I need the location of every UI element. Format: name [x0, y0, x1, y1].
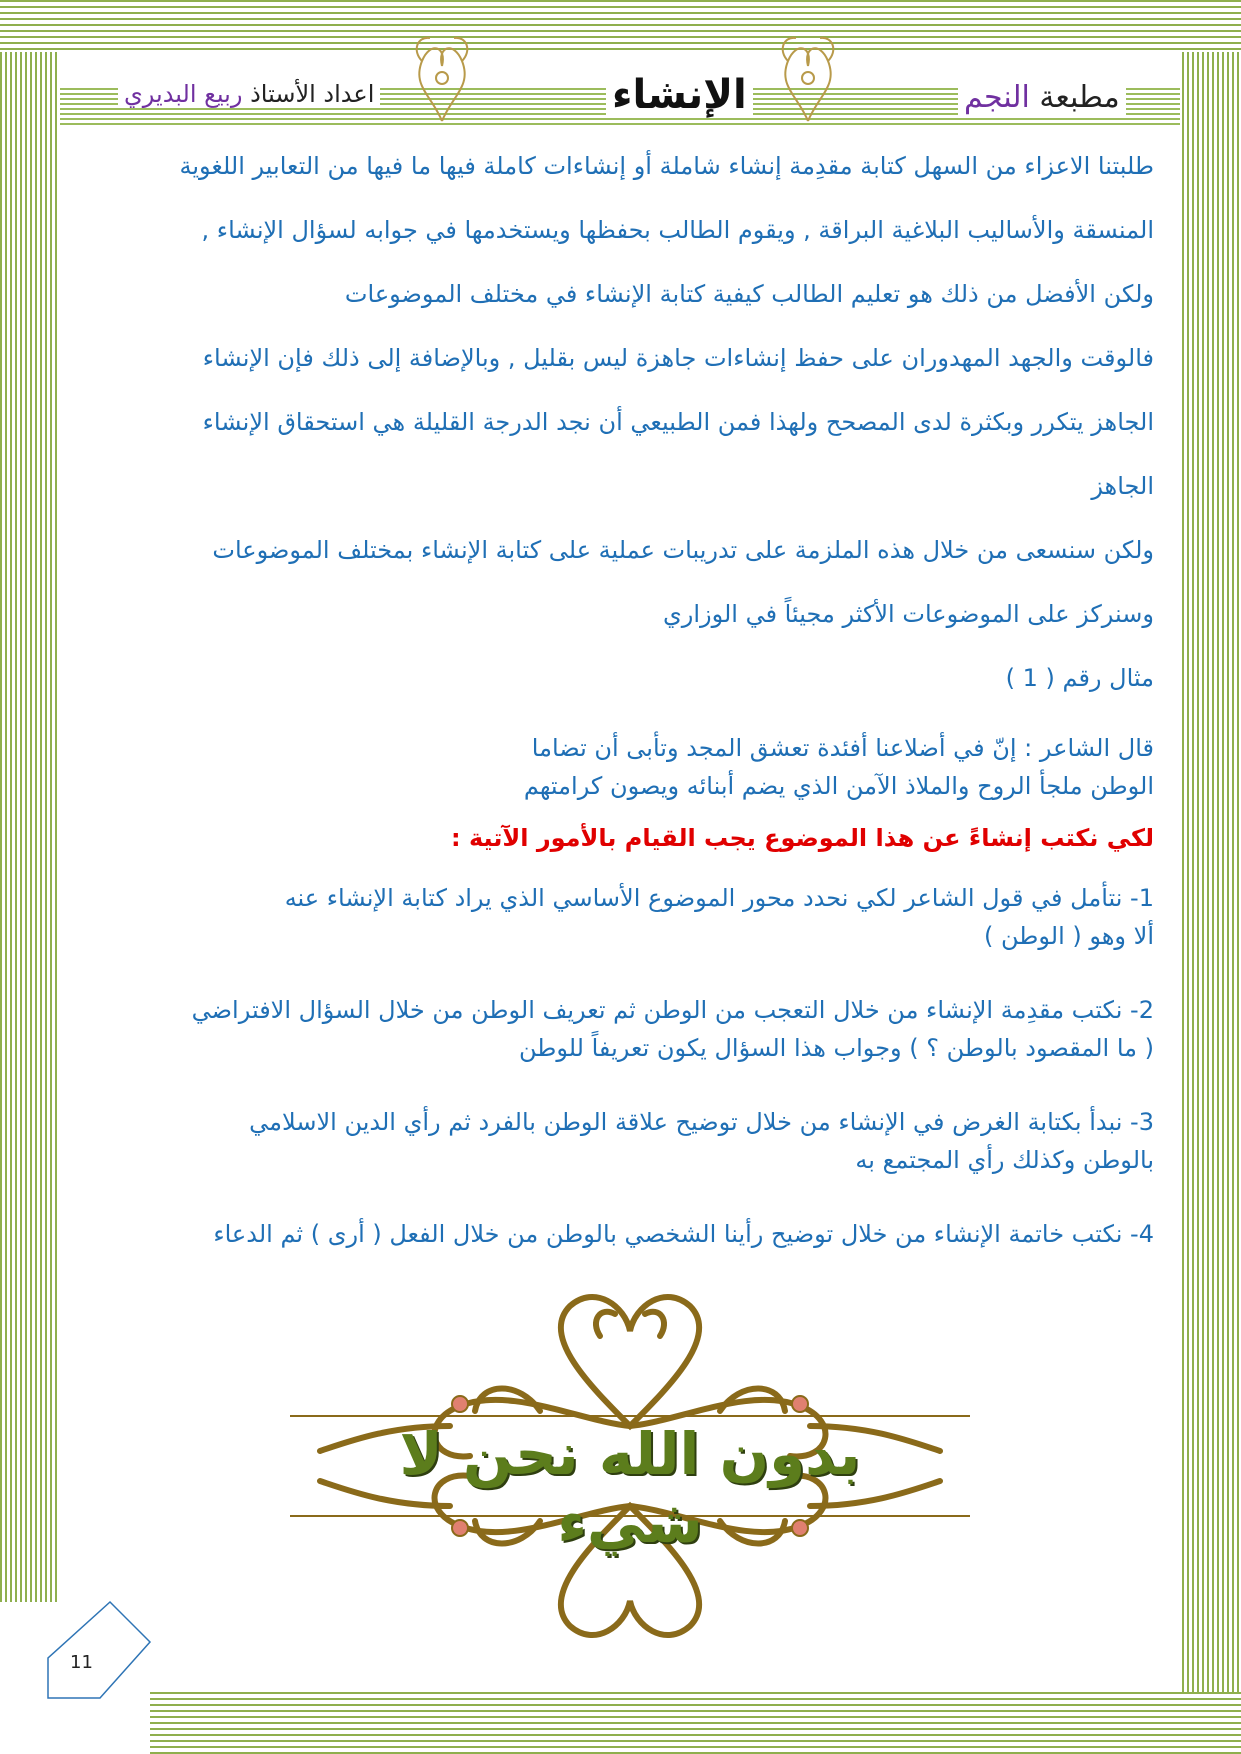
step-2-line-1: 2- نكتب مقدِمة الإنشاء من خلال التعجب من الوطن ثم تعريف الوطن من خلال السؤال الافتراضي	[191, 996, 1154, 1024]
step-3-line-1: 3- نبدأ بكتابة الغرض في الإنشاء من خلال توضيح علاقة الوطن بالفرد ثم رأي الدين الاسلامي	[249, 1108, 1154, 1136]
step-4-line-1: 4- نكتب خاتمة الإنشاء من خلال توضيح رأينا الشخصي بالوطن من خلال الفعل ( أرى ) ثم الدعاء	[213, 1220, 1154, 1248]
page-title: الإنشاء	[606, 72, 753, 118]
frame-left-border	[0, 52, 58, 1602]
step-1-line-2: ألا وهو ( الوطن )	[984, 922, 1154, 950]
press-name-label	[958, 80, 1126, 115]
page-number-badge	[40, 1600, 160, 1700]
paragraph-line: ولكن سنسعى من خلال هذه الملزمة على تدريبات عملية على كتابة الإنشاء بمختلف الموضوعات	[212, 536, 1154, 564]
homeland-definition: الوطن ملجأ الروح والملاذ الآمن الذي يضم أبنائه ويصون كرامتهم	[523, 772, 1154, 800]
header-left-ornament	[402, 26, 482, 126]
header-right-ornament	[768, 26, 848, 126]
poet-quote: قال الشاعر : إنّ في أضلاعنا أفئدة تعشق المجد وتأبى أن تضاما	[531, 734, 1154, 762]
paragraph-line: ولكن الأفضل من ذلك هو تعليم الطالب كيفية كتابة الإنشاء في مختلف الموضوعات	[344, 280, 1154, 308]
author-name: ربيع البديري	[124, 80, 243, 108]
step-3-line-2: بالوطن وكذلك رأي المجتمع به	[855, 1146, 1154, 1174]
press-prefix: مطبعة	[1039, 80, 1120, 115]
author-prefix: اعداد الأستاذ	[250, 80, 375, 108]
example-title: مثال رقم ( 1 )	[1005, 664, 1154, 692]
paragraph-line: وسنركز على الموضوعات الأكثر مجيئاً في الوزاري	[662, 600, 1154, 628]
steps-heading: لكي نكتب إنشاءً عن هذا الموضوع يجب القيام بالأمور الآتية :	[451, 824, 1154, 852]
banner-text: بدون الله نحن لا شيء	[399, 1420, 861, 1556]
frame-bottom-border	[150, 1692, 1241, 1754]
paragraph-line: طلبتنا الاعزاء من السهل كتابة مقدِمة إنشاء شاملة أو إنشاءات كاملة فيها ما فيها من التعابير اللغوية	[179, 152, 1154, 180]
paragraph-line: المنسقة والأساليب البلاغية البراقة , ويقوم الطالب بحفظها ويستخدمها في جوابه لسؤال الإنشاء ,	[201, 216, 1154, 244]
press-name: النجم	[964, 80, 1030, 115]
step-2-line-2: ( ما المقصود بالوطن ؟ ) وجواب هذا السؤال يكون تعريفاً للوطن	[518, 1034, 1154, 1062]
author-label	[118, 80, 380, 108]
frame-right-border	[1182, 52, 1241, 1692]
paragraph-line: الجاهز	[1091, 472, 1154, 500]
frame-top-border	[0, 0, 1241, 52]
paragraph-line: الجاهز يتكرر وبكثرة لدى المصحح ولهذا فمن الطبيعي أن نجد الدرجة القليلة هي استحقاق الإنشاء	[202, 408, 1154, 436]
page-number: 11	[70, 1652, 93, 1673]
paragraph-line: فالوقت والجهد المهدوران على حفظ إنشاءات جاهزة ليس بقليل , وبالإضافة إلى ذلك فإن الإنشاء	[202, 344, 1154, 372]
step-1-line-1: 1- نتأمل في قول الشاعر لكي نحدد محور الموضوع الأساسي الذي يراد كتابة الإنشاء عنه	[284, 884, 1154, 912]
